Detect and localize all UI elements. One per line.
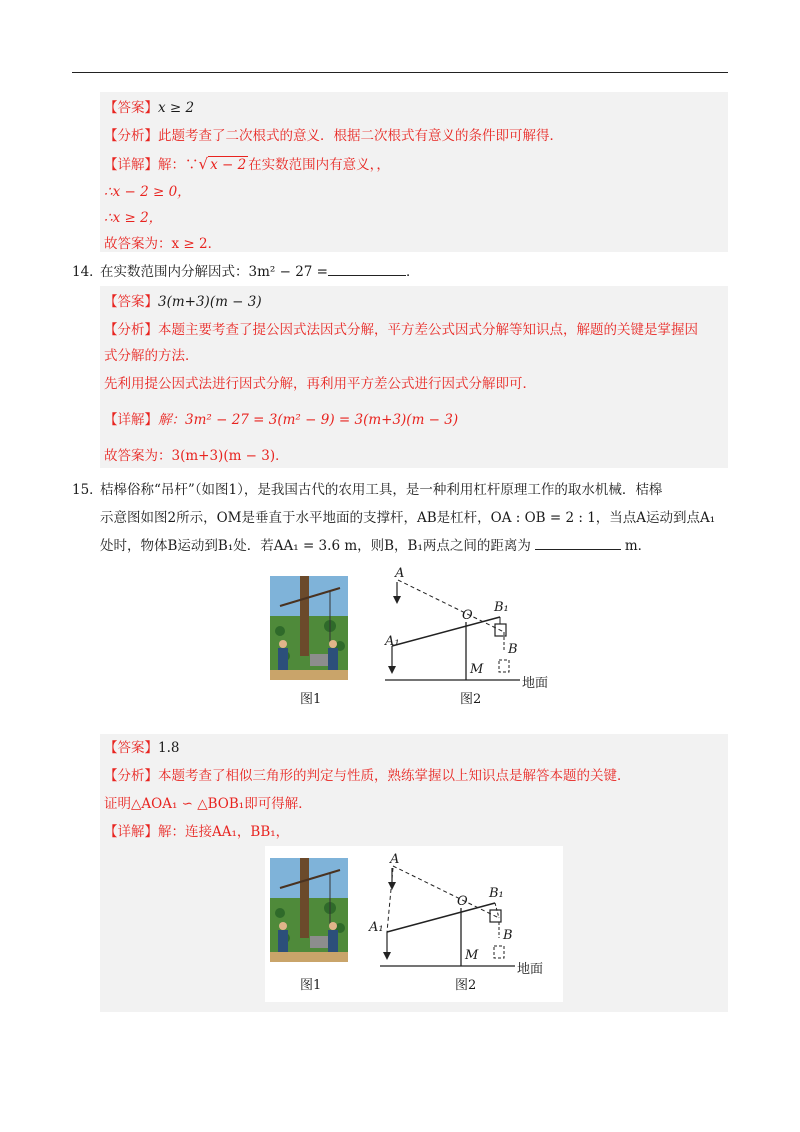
figure1-illustration (270, 576, 348, 680)
answer-tag: 【答案】 (104, 100, 158, 116)
q14-stem-text: 在实数范围内分解因式：3m² − 27 = (100, 264, 328, 280)
q14-analysis-line3: 先利用提公因式法进行因式分解，再利用平方差公式进行因式分解即可． (104, 376, 536, 392)
ground-label: 地面 (522, 676, 549, 691)
point-M-label: M (470, 662, 484, 677)
q14-analysis-line2: 式分解的方法． (104, 348, 199, 364)
q15-line3-text: 处时，物体B运动到B₁处．若AA₁ = 3.6 m，则B，B₁两点之间的距离为 (100, 538, 531, 554)
q13-step1: ∴x − 2 ≥ 0， (104, 184, 191, 200)
solution-figure1-illustration (270, 858, 348, 962)
q15-unit: m． (624, 538, 652, 554)
q13-analysis-line (104, 126, 563, 146)
q15-analysis-line2: 证明△AOA₁ ∽ △BOB₁即可得解． (104, 796, 312, 812)
point-M-label: M (465, 948, 479, 963)
q14-stem-end: ． (405, 264, 420, 280)
q15-analysis-line (104, 766, 631, 786)
detail-text: 解：连接AA₁，BB₁， (158, 824, 290, 840)
answer-tag: 【答案】 (104, 294, 158, 310)
solution-figure-panel (265, 846, 563, 1002)
q14-analysis-line (104, 320, 698, 340)
answer-value: x ≥ 2 (158, 100, 195, 116)
detail-tag: 【详解】 (104, 412, 158, 428)
point-B-label: B (503, 928, 513, 943)
figure2-caption: 图2 (460, 692, 482, 707)
point-B-label: B (508, 642, 518, 657)
point-A1-label: A₁ (369, 920, 384, 935)
q14-detail-line (104, 410, 458, 430)
solution-figure2-diagram (369, 846, 555, 977)
q14-number: 14． (72, 264, 103, 280)
point-A-label: A (390, 852, 400, 867)
detail-tag: 【详解】 (104, 157, 158, 173)
point-A1-label: A₁ (385, 634, 400, 649)
answer-blank (535, 536, 621, 550)
header-rule (72, 72, 728, 73)
well-sweep-picture (270, 576, 348, 680)
q13-detail-line (104, 154, 390, 175)
analysis-text: 本题主要考查了提公因式法因式分解，平方差公式因式分解等知识点，解题的关键是掌握因 (158, 322, 698, 338)
figure2-diagram (380, 560, 560, 690)
detail-text: 解：3m² − 27 = 3(m² − 9) = 3(m+3)(m − 3) (158, 412, 459, 428)
well-sweep-picture (270, 858, 348, 962)
point-O-label: O (462, 608, 473, 623)
answer-blank (328, 262, 406, 276)
q13-final: 故答案为：x ≥ 2． (104, 236, 222, 252)
answer-tag: 【答案】 (104, 740, 158, 756)
point-O-label: O (457, 894, 468, 909)
sqrt-sign: √ (198, 155, 209, 173)
answer-value: 1.8 (158, 740, 180, 756)
analysis-tag: 【分析】 (104, 128, 158, 144)
solution-figure1-caption: 图1 (300, 978, 322, 993)
q15-number: 15． (72, 482, 103, 498)
analysis-tag: 【分析】 (104, 768, 158, 784)
ground-label: 地面 (517, 962, 544, 977)
analysis-tag: 【分析】 (104, 322, 158, 338)
sqrt-radicand: x − 2 (210, 157, 247, 173)
point-A-label: A (395, 566, 405, 581)
q14-answer-line (104, 292, 262, 312)
q14-final: 故答案为：3(m+3)(m − 3)． (104, 448, 289, 464)
point-B1-label: B₁ (489, 886, 504, 901)
q15-line1: 桔槔俗称“吊杆”（如图1），是我国古代的农用工具，是一种利用杠杆原理工作的取水机械．桔槔 (100, 482, 663, 498)
q13-answer-line (104, 98, 194, 118)
q13-step2: ∴x ≥ 2， (104, 210, 163, 226)
q15-line3 (100, 536, 651, 556)
analysis-text: 本题考查了相似三角形的判定与性质，熟练掌握以上知识点是解答本题的关键． (158, 768, 631, 784)
detail-suffix: 在实数范围内有意义，， (248, 157, 390, 173)
point-B1-label: B₁ (494, 600, 509, 615)
detail-tag: 【详解】 (104, 824, 158, 840)
solution-figure2-caption: 图2 (455, 978, 477, 993)
analysis-text: 此题考查了二次根式的意义．根据二次根式有意义的条件即可解得． (158, 128, 563, 144)
q14-answer-box (100, 286, 728, 468)
q15-answer-line (104, 738, 179, 758)
q15-line2: 示意图如图2所示，OM是垂直于水平地面的支撑杆，AB是杠杆，OA : OB = 2 : 1，当点A运动到点A₁ (100, 510, 716, 526)
q15-answer-box (100, 734, 728, 1012)
q15-detail-line (104, 822, 289, 842)
figure1-caption: 图1 (300, 692, 322, 707)
answer-value: 3(m+3)(m − 3) (158, 294, 262, 310)
q14-stem (100, 262, 419, 282)
detail-prefix: 解：∵ (158, 157, 199, 173)
q13-answer-box (100, 92, 728, 252)
